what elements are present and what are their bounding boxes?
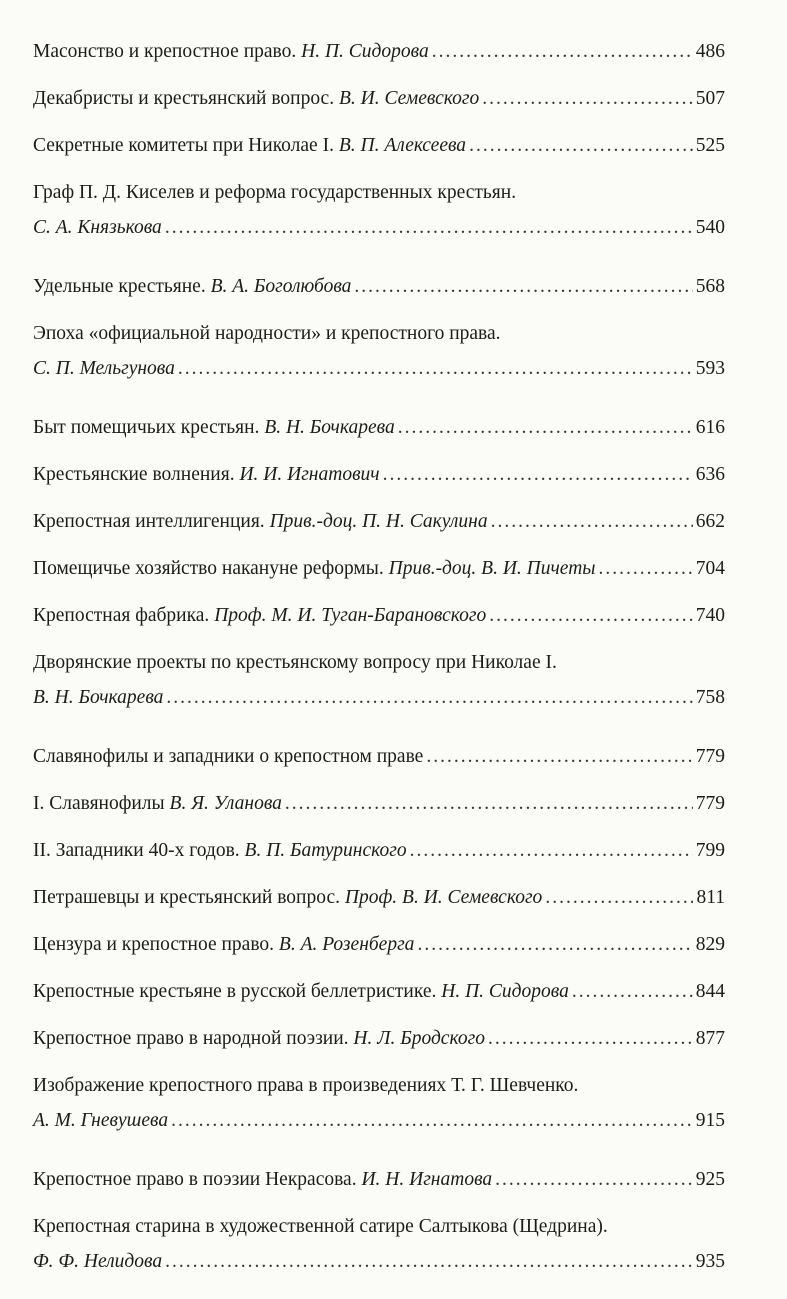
toc-author: В. Н. Бочкарева [33,687,164,708]
toc-author: В. Н. Бочкарева [264,417,395,438]
leader-dots [491,510,693,533]
toc-page-number: 844 [695,981,725,1002]
toc-entry [33,594,725,641]
leader-dots [178,357,693,380]
toc-title: Славянофилы и западники о крепостном праве [33,746,424,767]
toc-page-number: 758 [695,687,725,708]
toc-entry [33,453,725,500]
toc-entry [33,500,725,547]
toc-entry [33,1205,725,1299]
toc-entry [33,1017,725,1064]
toc-title: Крепостные крестьяне в русской беллетристике. [33,981,437,1002]
toc-title: Крепостная старина в художественной сатире Салтыкова (Щедрина). [33,1216,608,1237]
toc-title: Удельные крестьяне. [33,276,206,297]
toc-author: В. П. Алексеева [338,135,467,156]
toc-entry [33,876,725,923]
leader-dots [495,1168,693,1191]
leader-dots [171,1109,693,1132]
toc-entry [33,171,725,265]
toc-author: А. М. Гневушева [33,1110,169,1131]
toc-page-number: 540 [695,217,725,238]
toc-author: Прив.-доц. П. Н. Сакулина [269,511,488,532]
toc-title: Крепостное право в поэзии Некрасова. [33,1169,357,1190]
toc-title: I. Славянофилы [33,793,165,814]
toc-page-number: 740 [695,605,725,626]
leader-dots [599,557,693,580]
toc-entry [33,77,725,124]
toc-entry [33,406,725,453]
leader-dots [383,463,693,486]
toc-page-number: 704 [695,558,725,579]
toc-page-number: 568 [695,276,725,297]
leader-dots [417,933,692,956]
toc-author: И. Н. Игнатова [361,1169,493,1190]
toc-entry [33,312,725,406]
toc-author: Ф. Ф. Нелидова [33,1251,163,1272]
toc-title: Крепостная интеллигенция. [33,511,265,532]
table-of-contents [33,30,725,1299]
toc-entry [33,1064,725,1158]
toc-entry [33,782,725,829]
toc-entry [33,923,725,970]
leader-dots [166,686,692,709]
toc-title: Быт помещичьих крестьян. [33,417,260,438]
leader-dots [410,839,693,862]
toc-page-number: 925 [695,1169,725,1190]
toc-page-number: 779 [695,793,725,814]
toc-title: Масонство и крепостное право. [33,41,297,62]
toc-author: С. А. Князькова [33,217,162,238]
toc-title: Крепостная фабрика. [33,605,210,626]
leader-dots [469,134,693,157]
toc-entry [33,547,725,594]
toc-title: Помещичье хозяйство накануне реформы. [33,558,384,579]
toc-author: И. И. Игнатович [239,464,380,485]
toc-author: Проф. М. И. Туган-Барановского [214,605,487,626]
toc-title: Изображение крепостного права в произведениях Т. Г. Шевченко. [33,1075,579,1096]
leader-dots [165,216,693,239]
leader-dots [285,792,693,815]
toc-title: Граф П. Д. Киселев и реформа государственных крестьян. [33,182,517,203]
toc-entry [33,1158,725,1205]
toc-page-number: 525 [695,135,725,156]
toc-title: Дворянские проекты по крестьянскому вопросу при Николае I. [33,652,557,673]
toc-author: Н. Л. Бродского [353,1028,485,1049]
toc-entry [33,829,725,876]
leader-dots [572,980,693,1003]
toc-page-number: 811 [696,887,725,908]
leader-dots [482,87,693,110]
leader-dots [488,1027,693,1050]
toc-page-number: 507 [695,88,725,109]
toc-entry [33,30,725,77]
toc-entry [33,641,725,735]
toc-page-number: 662 [695,511,725,532]
toc-page-number: 799 [695,840,725,861]
toc-title: Крепостное право в народной поэзии. [33,1028,349,1049]
toc-page-number: 935 [695,1251,725,1272]
leader-dots [489,604,692,627]
leader-dots [545,886,693,909]
toc-author: Н. П. Сидорова [301,41,429,62]
toc-author: Прив.-доц. В. И. Пичеты [388,558,596,579]
toc-entry [33,735,725,782]
toc-page-number: 915 [695,1110,725,1131]
toc-title: Петрашевцы и крестьянский вопрос. [33,887,340,908]
leader-dots [354,275,692,298]
toc-entry [33,265,725,312]
leader-dots [398,416,693,439]
toc-page-number: 636 [695,464,725,485]
toc-entry [33,970,725,1017]
toc-author: Проф. В. И. Семевского [344,887,543,908]
toc-page-number: 829 [695,934,725,955]
toc-page-number: 877 [695,1028,725,1049]
toc-page-number: 616 [695,417,725,438]
toc-entry [33,124,725,171]
toc-author: В. П. Батуринского [244,840,407,861]
toc-title: Декабристы и крестьянский вопрос. [33,88,335,109]
toc-title: II. Западники 40-х годов. [33,840,240,861]
toc-author: С. П. Мельгунова [33,358,175,379]
toc-page-number: 593 [695,358,725,379]
toc-author: Н. П. Сидорова [441,981,569,1002]
leader-dots [426,745,692,768]
toc-title: Крестьянские волнения. [33,464,235,485]
leader-dots [432,40,693,63]
toc-page-number: 779 [695,746,725,767]
toc-author: В. А. Боголюбова [210,276,352,297]
toc-author: В. Я. Уланова [169,793,282,814]
leader-dots [165,1250,693,1273]
toc-title: Эпоха «официальной народности» и крепостного права. [33,323,501,344]
toc-title: Секретные комитеты при Николае I. [33,135,334,156]
toc-author: В. А. Розенберга [278,934,415,955]
toc-title: Цензура и крепостное право. [33,934,275,955]
toc-author: В. И. Семевского [338,88,480,109]
toc-page-number: 486 [695,41,725,62]
